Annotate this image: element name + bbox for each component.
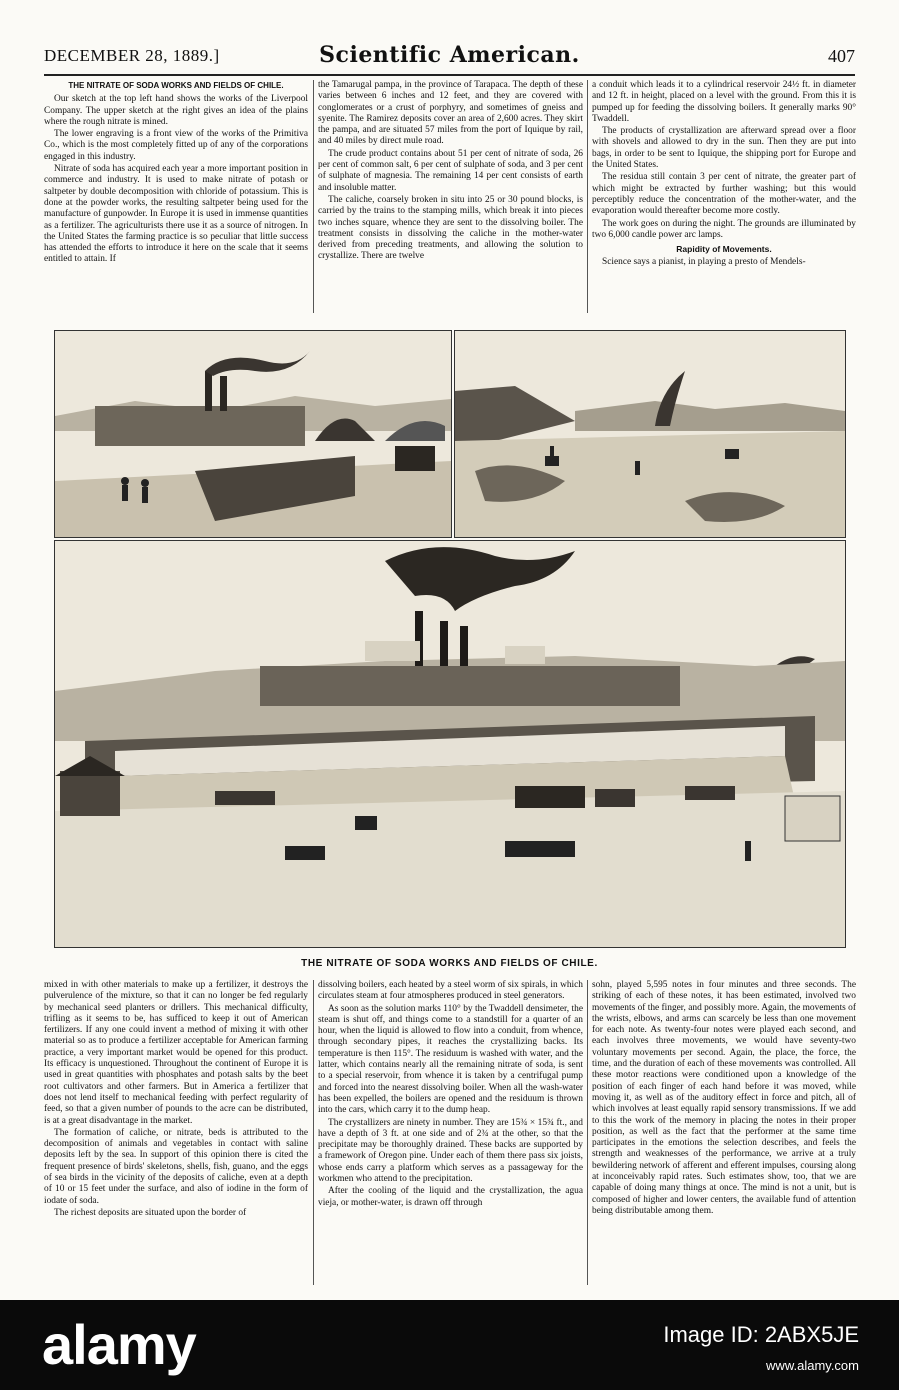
issue-date: DECEMBER 28, 1889.] [44, 46, 220, 65]
stock-watermark-bar [0, 1300, 899, 1390]
engraving-liverpool-works [54, 330, 452, 538]
paragraph: Nitrate of soda has acquired each year a more important position in commerce and industry. It is used to make nitrate of potash or saltpeter by double decomposition with chloride of potassium. This is done at the powder works, the resulting saltpeter being used for the manufacture of gunpowder. In Europe it is used in immense quantities as a fertilizer. The agriculturists there use it as a source of nitrogen. In the United States the farming practice is so peculiar that little success has attended the efforts to introduce it here on the scale that it seems entitled to attain. If [44, 164, 308, 265]
paragraph: The products of crystallization are afterward spread over a floor with shovels and allowed to dry in the sun. Then they are put into bags, in order to be sent to Iquique, the shipping port for Europe and the United States. [592, 126, 856, 171]
engraving-primitiva-works-art [55, 541, 845, 947]
engraving-nitrate-plains-art [455, 331, 845, 537]
paragraph: The lower engraving is a front view of the works of the Primitiva Co., which is the most completely fitted up of any of the corporations engaged in this industry. [44, 129, 308, 162]
paragraph: The richest deposits are situated upon the border of [54, 1207, 247, 1218]
engraving-liverpool-works-art [55, 331, 451, 537]
paragraph: mixed in with other materials to make up a fertilizer, it destroys the pulverulence of the mixture, so that it can no longer be fed regularly by mechanical seed planters or drillers. This mechanical difficulty, trifling as it seems to be, has sufficed to keep it out of American fertilizers. If any one could invent a method of mixing it with other material so as to produce a fertilizer acceptable for American farming practice, a very important market would be opened for this product. Its efficacy is unquestioned. Throughout the continent of Europe it is used in great quantities with phosphates and potash salts by the beet root cultivators and other farmers. But in America a fertilizer that does not lend itself to mechanical feeding with perfect regularity of feed, so that a given number of pounds to the acre can be distributed, is at a great disadvantage in the market. [44, 980, 308, 1126]
paragraph: The residua still contain 3 per cent of nitrate, the greater part of which might be extracted by further washing; but this would perceptibly reduce the concentration of the mother-water, and the evaporation would thereafter become more costly. [592, 172, 856, 217]
paragraph: dissolving boilers, each heated by a steel worm of six spirals, in which circulates steam at four atmospheres produced in steel generators. [318, 980, 583, 1002]
engraving-primitiva-works [54, 540, 846, 948]
article-column-4 [44, 980, 308, 1285]
paragraph: After the cooling of the liquid and the crystallization, the agua vieja, or mother-water, is drawn off through [318, 1186, 583, 1208]
article-column-3 [592, 80, 856, 313]
paragraph: As soon as the solution marks 110° by the Twaddell densimeter, the steam is shut off, and things come to a standstill for a quarter of an hour, when the liquid is allowed to flow into a conduit, from whence, through secondary pipes, it reaches the crystallizing backs. Its temperature is then 115°. The residuum is washed with water, and the latter, which contains nearly all the remaining nitrate of soda, is sent to a special reservoir, from whence it is taken by a centrifugal pump and forced into the nearest dissolving boiler. When all the wash-water has been expelled, the boilers are opened and the residuum is thrown into the cars, which carry it to the dump heap. [318, 1003, 583, 1116]
masthead: Scientific American. [319, 42, 580, 68]
column-divider [313, 80, 314, 313]
paragraph: Our sketch at the top left hand shows the works of the Liverpool Company. The upper sketch at the right gives an idea of the plains where the rough nitrate is mined. [44, 94, 308, 127]
paragraph: Science says a pianist, in playing a presto of Mendels- [602, 257, 806, 268]
article-column-1 [44, 80, 308, 313]
paragraph: The work goes on during the night. The grounds are illuminated by two 6,000 candle power arc lamps. [592, 218, 856, 240]
article-column-5 [318, 980, 583, 1285]
article-heading: THE NITRATE OF SODA WORKS AND FIELDS OF CHILE. [68, 81, 284, 90]
engraving-nitrate-plains [454, 330, 846, 538]
article-column-2 [318, 80, 583, 313]
paragraph: The crude product contains about 51 per cent of nitrate of soda, 26 per cent of common salt, 6 per cent of sulphate of soda, and 3 per cent of sulphate of magnesia. The remaining 14 per cent consists of earth and insoluble matter. [318, 148, 583, 193]
illustration-caption: THE NITRATE OF SODA WORKS AND FIELDS OF CHILE. [301, 958, 598, 969]
paragraph: the Tamarugal pampa, in the province of Tarapaca. The depth of these varies between 6 inches and 12 feet, and they are covered with conglomerates or a crust of porphyry, and sometimes of gneiss and syenite. The Ramirez deposits cover an area of 2,600 acres. They skirt the pampa, and are situated 57 miles from the port of Iquique by rail, and 40 miles by direct mule road. [318, 80, 583, 147]
paragraph: The caliche, coarsely broken in situ into 25 or 30 pound blocks, is carried by the trains to the stamping mills, which break it into pieces two inches square, whence they are sent to the dissolving boiler. The treatment consists in dissolving the caliche in the mother-water derived from preceding treatments, and allowing the solution to crystallize. There are twelve [318, 194, 583, 262]
image-id: Image ID: 2ABX5JE [663, 1322, 859, 1347]
header-rule [44, 74, 855, 76]
sub-heading: Rapidity of Movements. [676, 244, 772, 255]
paragraph: The crystallizers are ninety in number. They are 15¾ × 15¾ ft., and have a depth of 3 ft. at one side and of 2¾ at the other, so that the precipitate may be thoroughly drained. These backs are supported by a framework of Oregon pine. Under each of them there pass six joists, whose ends carry a platform which serves as a passageway for the workmen who attend to the precipitation. [318, 1117, 583, 1185]
paragraph: a conduit which leads it to a cylindrical reservoir 24½ ft. in diameter and 12 ft. in height, placed on a level with the ground. From this it is pumped up for feeding the dissolving boilers. It generally marks 90° Twaddell. [592, 80, 856, 124]
paragraph: sohn, played 5,595 notes in four minutes and three seconds. The striking of each of these notes, it has been estimated, involved two movements of the finger, and possibly more. Again, the movements of the wrists, elbows, and arms can scarcely be less than one movement for each note. As twenty-four notes were played each second, and each involves three movements, we would have seventy-two voluntary movements per second. Again, the place, the force, the time, and the duration of each of these movements was controlled. All these motor reactions were conditioned upon a knowledge of the position of each finger of each hand before it was moved, while moving it, as well as of the auditory effect in force and pitch, all of which involves at least equally rapid sensory transmissions. If we add to this the work of the memory in placing the notes in their proper position, as well as the fact that the performer at the same time participates in the emotions the selection describes, and feels the strength and weaknesses of the performance, we arrive at a truly bewildering network of afferent and efferent impulses, coursing along at inconceivably rapid rates. Such estimates show, too, that we are capable of doing many things at once. The mind is not a unit, but is composed of higher and lower centers, the available fund of attention being distributable among them. [592, 980, 856, 1216]
column-divider [587, 80, 588, 313]
page-header [44, 42, 855, 72]
page-number: 407 [828, 46, 855, 66]
article-column-6 [592, 980, 856, 1285]
column-divider [313, 980, 314, 1285]
site-url: www.alamy.com [766, 1358, 859, 1373]
paragraph: The formation of caliche, or nitrate, beds is attributed to the decomposition of animals and vegetables in contact with saline deposits left by the sea. In support of this opinion there is cited the frequent presence of birds' skeletons, shells, fish, guano, and the eggs of sea birds in the vicinity of the deposits of caliche, even at a depth of 10 or 15 feet under the surface, and also of iodine in the form of iodate of soda. [44, 1127, 308, 1206]
column-divider [587, 980, 588, 1285]
alamy-logo: alamy [42, 1313, 196, 1376]
